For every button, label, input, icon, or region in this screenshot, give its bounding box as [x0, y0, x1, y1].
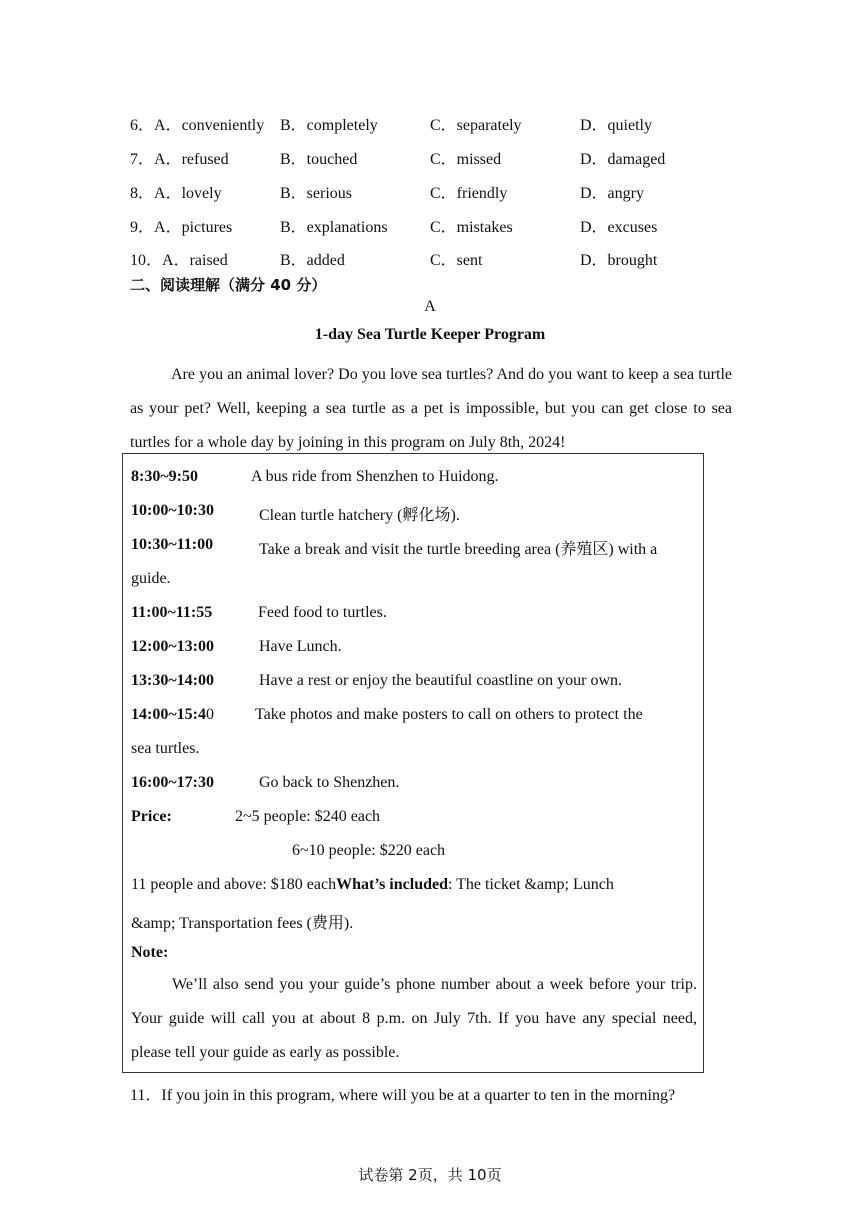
page-footer: 试卷第 2页，共 10页	[358, 1166, 502, 1184]
schedule-row	[131, 774, 400, 792]
schedule-row	[131, 638, 342, 656]
choice-10-c: C．sent	[430, 252, 483, 269]
price-tier-3-row	[131, 876, 614, 894]
section-title: 二、阅读理解（满分 40 分）	[130, 276, 327, 294]
choice-7-c: C．missed	[430, 151, 502, 168]
schedule-time: 10:30~11:00	[131, 536, 214, 553]
schedule-activity: Go back to Shenzhen.	[259, 774, 400, 791]
schedule-activity: Take photos and make posters to call on others to protect the	[255, 706, 643, 723]
price-label: Price:	[131, 808, 172, 825]
schedule-time: 16:00~17:30	[131, 774, 214, 791]
schedule-row	[131, 502, 460, 524]
schedule-time: 8:30~9:50	[131, 468, 198, 485]
choice-8-b: B．serious	[280, 185, 353, 202]
schedule-time-tail: 0	[205, 706, 214, 723]
schedule-row	[131, 672, 622, 690]
choice-6-d: D．quietly	[580, 117, 652, 134]
included-text: : The ticket &amp; Lunch	[447, 876, 614, 893]
choice-9-c: C．mistakes	[430, 219, 513, 236]
schedule-activity: Feed food to turtles.	[258, 604, 387, 621]
schedule-activity: A bus ride from Shenzhen to Huidong.	[251, 468, 499, 485]
intro-paragraph: Are you an animal lover? Do you love sea turtles? And do you want to keep a sea turtle as your pet? Well, keeping a sea turtle as a pet is impossible, but you can get close to sea turtles for a whole day by joining in this program on July 8th, 2024!	[130, 366, 732, 451]
schedule-row	[131, 536, 658, 558]
schedule-time: 11:00~11:55	[131, 604, 213, 621]
price-tier-3: 11 people and above: $180 each	[131, 876, 337, 893]
schedule-time: 14:00~15:4	[131, 706, 206, 723]
passage-title: 1-day Sea Turtle Keeper Program	[314, 326, 546, 343]
schedule-activity: Take a break and visit the turtle breeding area (养殖区) with a	[259, 541, 658, 558]
choice-6-c: C．separately	[430, 117, 522, 134]
note-label: Note:	[131, 944, 169, 961]
schedule-continuation: sea turtles.	[131, 740, 200, 757]
choice-7-d: D．damaged	[580, 151, 666, 168]
choice-10-b: B．added	[280, 252, 345, 269]
schedule-activity: Have a rest or enjoy the beautiful coastline on your own.	[259, 672, 622, 689]
choice-10-a: 10．A．raised	[130, 252, 228, 269]
note-paragraph: We’ll also send you your guide’s phone number about a week before your trip. Your guide will call you at about 8 p.m. on July 7th. If you have any special need, please tell your guide as early as possible.	[131, 976, 697, 1061]
choice-7-b: B．touched	[280, 151, 358, 168]
choice-7-a: 7．A．refused	[130, 151, 229, 168]
schedule-row	[131, 604, 387, 622]
schedule-activity: Have Lunch.	[259, 638, 342, 655]
schedule-time: 13:30~14:00	[131, 672, 214, 689]
price-tier-1: 2~5 people: $240 each	[235, 808, 381, 825]
schedule-time: 10:00~10:30	[131, 502, 214, 519]
included-continuation: &amp; Transportation fees (费用).	[131, 915, 354, 932]
price-tier-2: 6~10 people: $220 each	[292, 842, 446, 859]
choice-9-b: B．explanations	[280, 219, 388, 236]
question-11: 11．If you join in this program, where will you be at a quarter to ten in the morning?	[130, 1087, 676, 1104]
choice-10-d: D．brought	[580, 252, 658, 269]
choice-9-a: 9．A．pictures	[130, 219, 233, 236]
choice-8-c: C．friendly	[430, 185, 508, 202]
included-label: What’s included	[336, 876, 448, 893]
schedule-continuation: guide.	[131, 570, 171, 587]
schedule-time: 12:00~13:00	[131, 638, 214, 655]
passage-letter: A	[424, 298, 436, 315]
choice-6-a: 6．A．conveniently	[130, 117, 265, 134]
price-row	[131, 808, 381, 826]
choice-6-b: B．completely	[280, 117, 378, 134]
choice-9-d: D．excuses	[580, 219, 658, 236]
schedule-activity: Clean turtle hatchery (孵化场).	[259, 507, 460, 524]
choice-8-a: 8．A．lovely	[130, 185, 222, 202]
schedule-row	[131, 706, 643, 724]
schedule-row	[131, 468, 499, 486]
choice-8-d: D．angry	[580, 185, 644, 202]
schedule-box	[122, 453, 704, 1073]
